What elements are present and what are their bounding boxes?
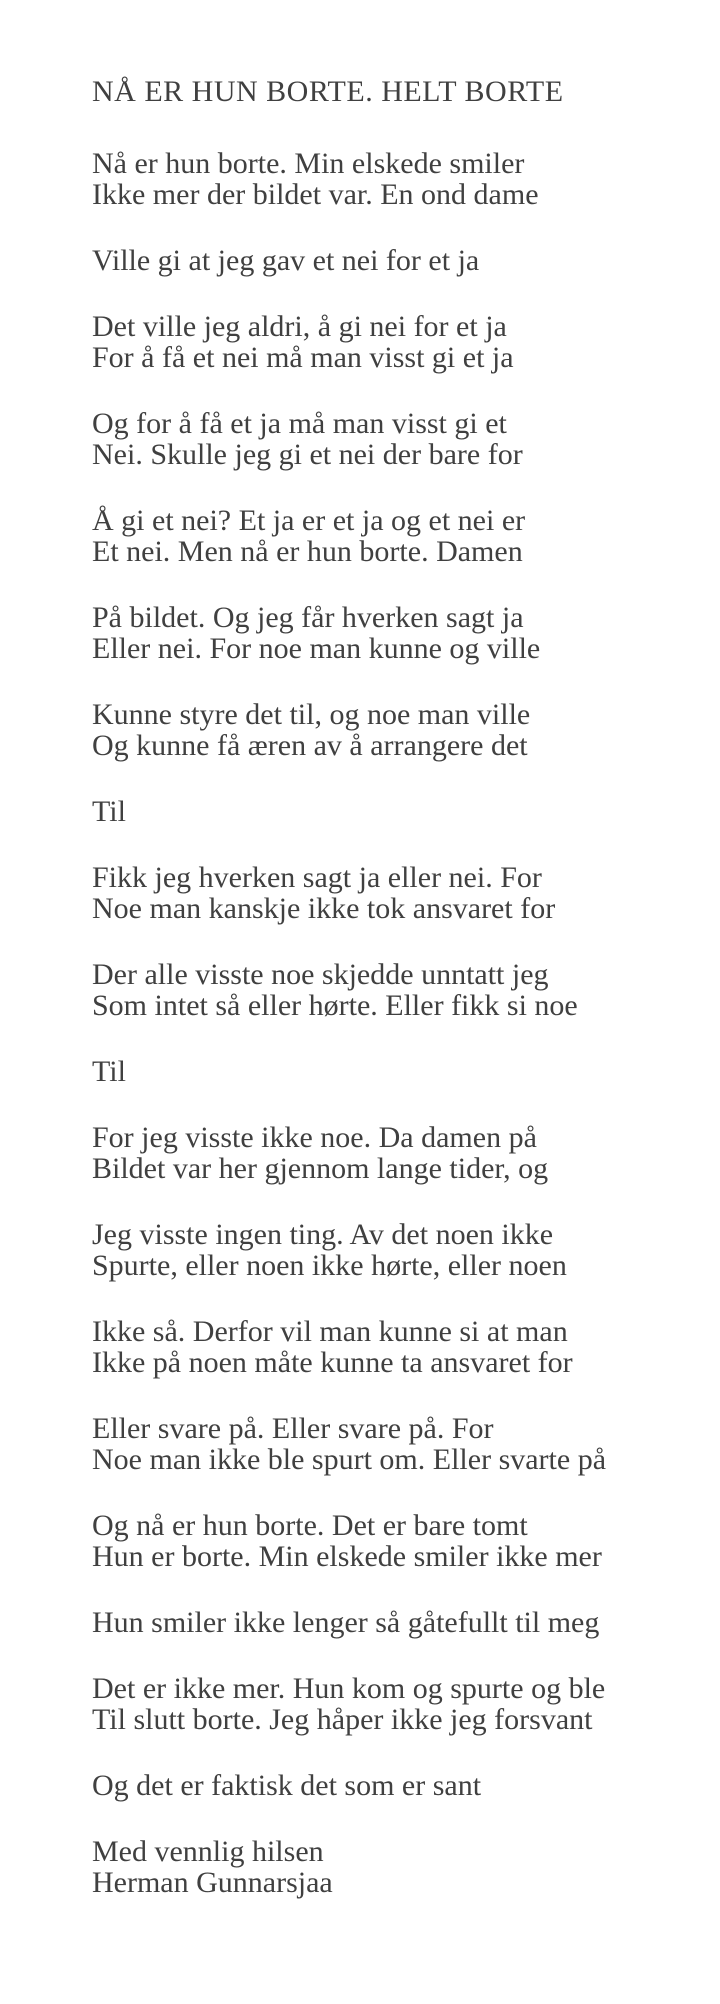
poem-title: NÅ ER HUN BORTE. HELT BORTE <box>92 75 564 108</box>
stanza <box>92 602 606 664</box>
stanza <box>92 1673 606 1735</box>
poem-line: Jeg visste ingen ting. Av det noen ikke <box>92 1218 554 1251</box>
poem-line: Noe man ikke ble spurt om. Eller svarte på <box>92 1443 607 1476</box>
poem-line: Ville gi at jeg gav et nei for et ja <box>92 244 480 277</box>
poem-line: Og nå er hun borte. Det er bare tomt <box>92 1509 528 1542</box>
poem-line: Nei. Skulle jeg gi et nei der bare for <box>92 438 523 471</box>
stanza <box>92 311 606 373</box>
poem-line: Og kunne få æren av å arrangere det <box>92 729 528 762</box>
poem-line: Der alle visste noe skjedde unntatt jeg <box>92 958 549 991</box>
stanza <box>92 796 606 827</box>
stanza <box>92 1510 606 1572</box>
poem-line: Til <box>92 795 126 828</box>
poem-line: Det ville jeg aldri, å gi nei for et ja <box>92 310 507 343</box>
stanza <box>92 862 606 924</box>
poem-line: Bildet var her gjennom lange tider, og <box>92 1152 549 1185</box>
stanza <box>92 408 606 470</box>
poem-line: Noe man kanskje ikke tok ansvaret for <box>92 892 556 925</box>
poem-line: Kunne styre det til, og noe man ville <box>92 698 531 731</box>
closing-salutation: Med vennlig hilsen <box>92 1835 324 1868</box>
poem-line: Fikk jeg hverken sagt ja eller nei. For <box>92 861 542 894</box>
stanza <box>92 1122 606 1184</box>
poem-line: For jeg visste ikke noe. Da damen på <box>92 1121 537 1154</box>
poem-line: Det er ikke mer. Hun kom og spurte og ble <box>92 1672 606 1705</box>
poem <box>92 76 606 1898</box>
stanza <box>92 1607 606 1638</box>
stanza <box>92 1056 606 1087</box>
poem-line: Eller nei. For noe man kunne og ville <box>92 632 541 665</box>
author-name: Herman Gunnarsjaa <box>92 1866 333 1899</box>
poem-line: Til slutt borte. Jeg håper ikke jeg forsvant <box>92 1703 593 1736</box>
poem-line: Hun er borte. Min elskede smiler ikke mer <box>92 1540 602 1573</box>
stanza <box>92 245 606 276</box>
stanza <box>92 699 606 761</box>
closing <box>92 1836 606 1898</box>
poem-line: Og det er faktisk det som er sant <box>92 1769 482 1802</box>
stanza <box>92 1413 606 1475</box>
poem-line: Spurte, eller noen ikke hørte, eller noen <box>92 1249 567 1282</box>
stanza <box>92 1316 606 1378</box>
stanza <box>92 1770 606 1801</box>
poem-line: Eller svare på. Eller svare på. For <box>92 1412 494 1445</box>
stanza <box>92 148 606 210</box>
poem-line: Nå er hun borte. Min elskede smiler <box>92 147 525 180</box>
poem-line: Hun smiler ikke lenger så gåtefullt til meg <box>92 1606 600 1639</box>
poem-line: På bildet. Og jeg får hverken sagt ja <box>92 601 524 634</box>
poem-line: Ikke på noen måte kunne ta ansvaret for <box>92 1346 573 1379</box>
poem-line: For å få et nei må man visst gi et ja <box>92 341 514 374</box>
poem-line: Og for å få et ja må man visst gi et <box>92 407 507 440</box>
poem-line: Å gi et nei? Et ja er et ja og et nei er <box>92 504 526 537</box>
stanza <box>92 505 606 567</box>
poem-line: Til <box>92 1055 126 1088</box>
poem-line: Ikke mer der bildet var. En ond dame <box>92 178 539 211</box>
poem-line: Et nei. Men nå er hun borte. Damen <box>92 535 523 568</box>
stanza <box>92 1219 606 1281</box>
poem-line: Som intet så eller hørte. Eller fikk si noe <box>92 989 578 1022</box>
poem-line: Ikke så. Derfor vil man kunne si at man <box>92 1315 568 1348</box>
poem-body <box>92 148 606 1801</box>
stanza <box>92 959 606 1021</box>
